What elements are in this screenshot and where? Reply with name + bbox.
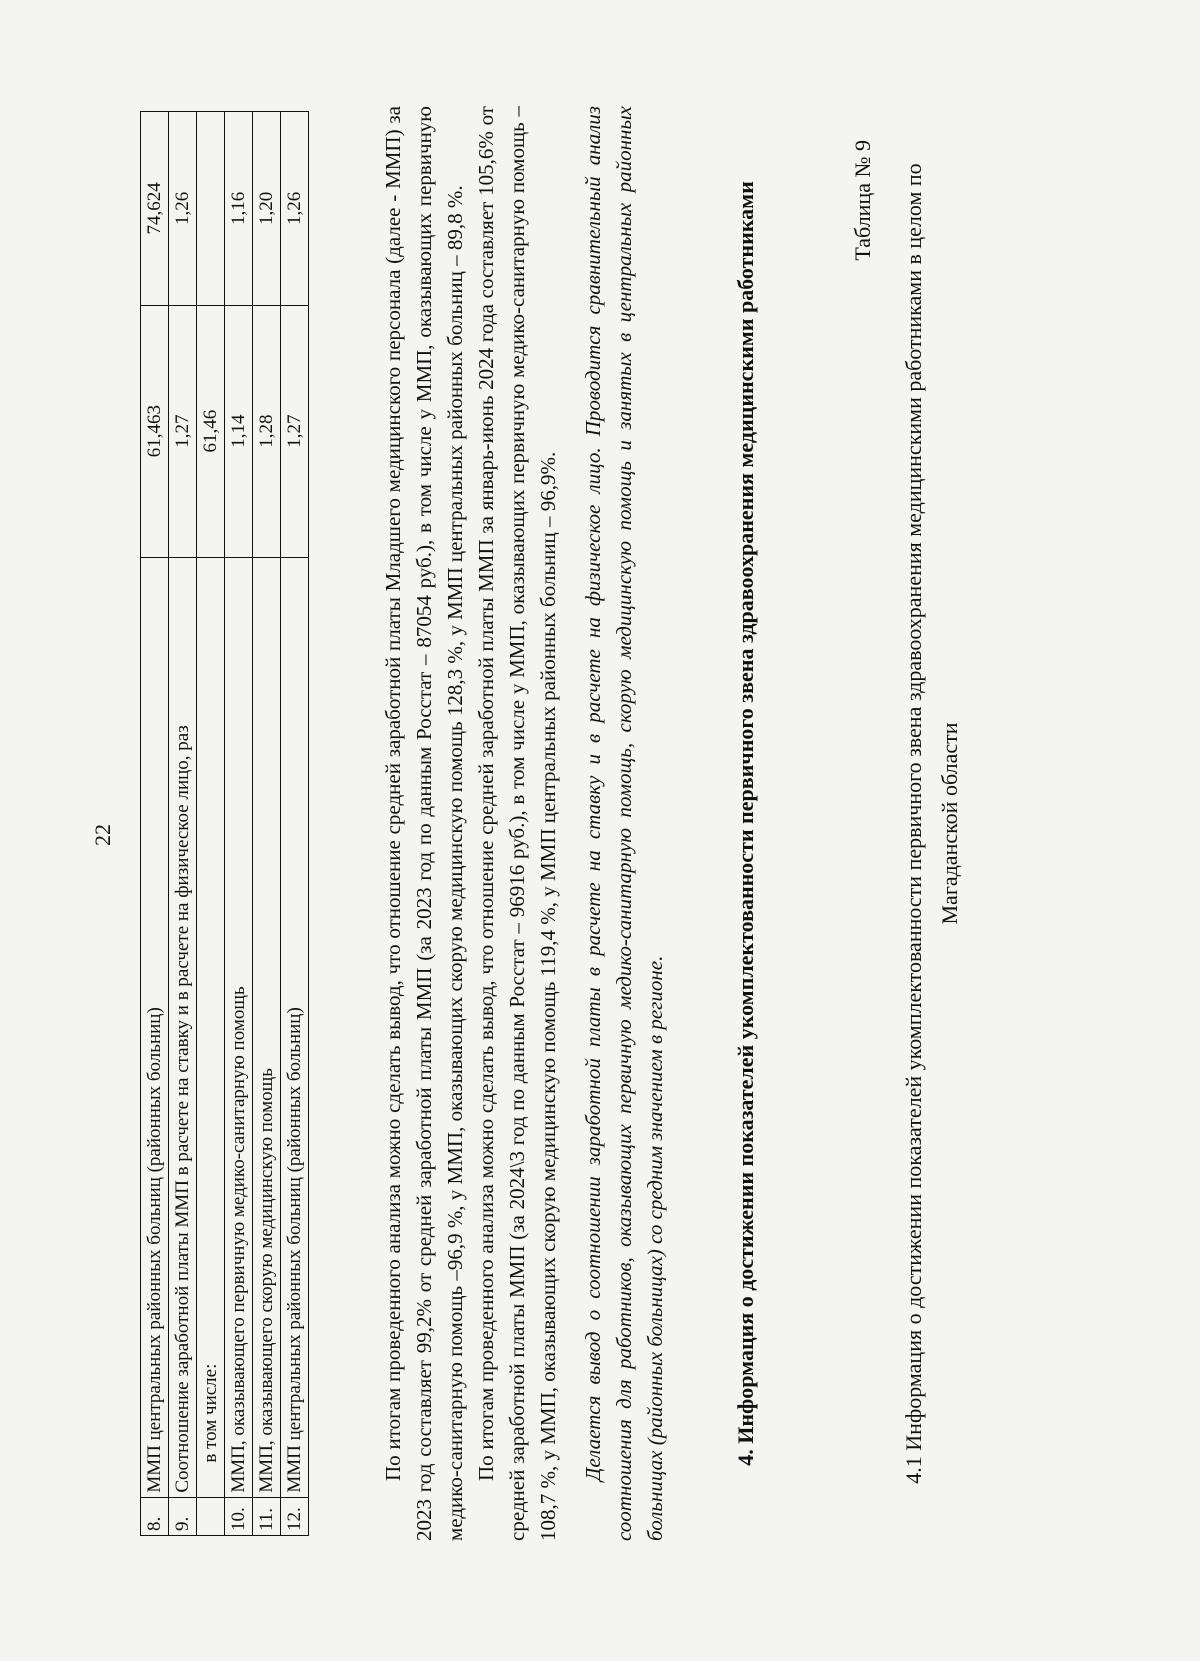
value-2023-cell: 1,28 [253, 305, 281, 557]
table-row [281, 112, 309, 1536]
row-number-cell: 11. [253, 1497, 281, 1535]
table-row [253, 112, 281, 1536]
value-2024-cell: 74,624 [141, 112, 169, 306]
row-name-cell: ММП, оказывающего первичную медико-санитарную помощь [225, 557, 253, 1497]
table-row [197, 112, 225, 1536]
row-name-cell: ММП центральных районных больниц (районных больниц) [141, 557, 169, 1497]
row-name-cell: в том числе: [197, 557, 225, 1497]
subsection-title: 4.1 Информация о достижении показателей укомплектованности первичного звена здравоохранения медицинскими работниками в целом по Магаданской области [901, 163, 962, 1484]
row-number-cell: 9. [169, 1497, 197, 1535]
section-title: 4. Информация о достижении показателей укомплектованности первичного звена здравоохранения медицинскими работниками [733, 181, 758, 1466]
value-2023-cell: 61,463 [141, 305, 169, 557]
value-2024-cell: 1,20 [253, 112, 281, 306]
table-row [169, 112, 197, 1536]
value-2023-cell: 1,14 [225, 305, 253, 557]
row-number-cell: 8. [141, 1497, 169, 1535]
table-row [225, 112, 253, 1536]
value-2023-cell: 1,27 [281, 305, 309, 557]
table-row [141, 112, 169, 1536]
row-name-cell: ММП центральных районных больниц (районных больниц) [281, 557, 309, 1497]
row-number-cell: 10. [225, 1497, 253, 1535]
paragraph-conclusion: Делается вывод о соотношении заработной платы в расчете на ставку и в расчете на физическое лицо. Проводится сравнительный анализ соотношения для работников, оказывающих первичную медико-санитарную помощь, скорую медицинскую помощь и занятых в центральных районных больницах (районных больницах) со средним значением в регионе. [581, 106, 667, 1541]
value-2023-cell: 61,46 [197, 305, 225, 557]
row-name-cell: Соотношение заработной платы ММП в расчете на ставку и в расчете на физическое лицо, раз [169, 557, 197, 1497]
value-2024-cell: 1,16 [225, 112, 253, 306]
page-number: 22 [90, 824, 115, 846]
analysis-text [378, 106, 671, 1541]
row-number-cell: 12. [281, 1497, 309, 1535]
paragraph-2024-analysis: По итогам проведенного анализа можно сделать вывод, что отношение средней заработной платы ММП за январь-июнь 2024 года составляет 105,6% от средней заработной платы ММП (за 2024\3 год по данным Росстат – 96916 руб.), в том числе у ММП, оказывающих первичную медико-санитарную помощь – 108,7 %, у ММП, оказывающих скорую медицинскую помощь 119,4 %, у ММП центральных районных больниц – 96,9%. [474, 106, 560, 1541]
value-2024-cell [197, 112, 225, 306]
table-label: Таблица № 9 [850, 140, 875, 261]
row-name-cell: ММП, оказывающего скорую медицинскую помощь [253, 557, 281, 1497]
paragraph-2023-analysis: По итогам проведенного анализа можно сделать вывод, что отношение средней заработной платы Младшего медицинского персонала (далее - ММП) за 2023 год составляет 99,2% от средней заработной платы ММП (за 2023 год по данным Росстат – 87054 руб.), в том числе у ММП, оказывающих первичную медико-санитарную помощь –96,9 %, у ММП, оказывающих скорую медицинскую помощь 128,3 %, у ММП центральных районных больниц – 89,8 %. [381, 106, 467, 1541]
value-2024-cell: 1,26 [281, 112, 309, 306]
table-body [141, 112, 309, 1536]
value-2024-cell: 1,26 [169, 112, 197, 306]
value-2023-cell: 1,27 [169, 305, 197, 557]
row-number-cell [197, 1497, 225, 1535]
salary-ratio-table [140, 111, 309, 1536]
